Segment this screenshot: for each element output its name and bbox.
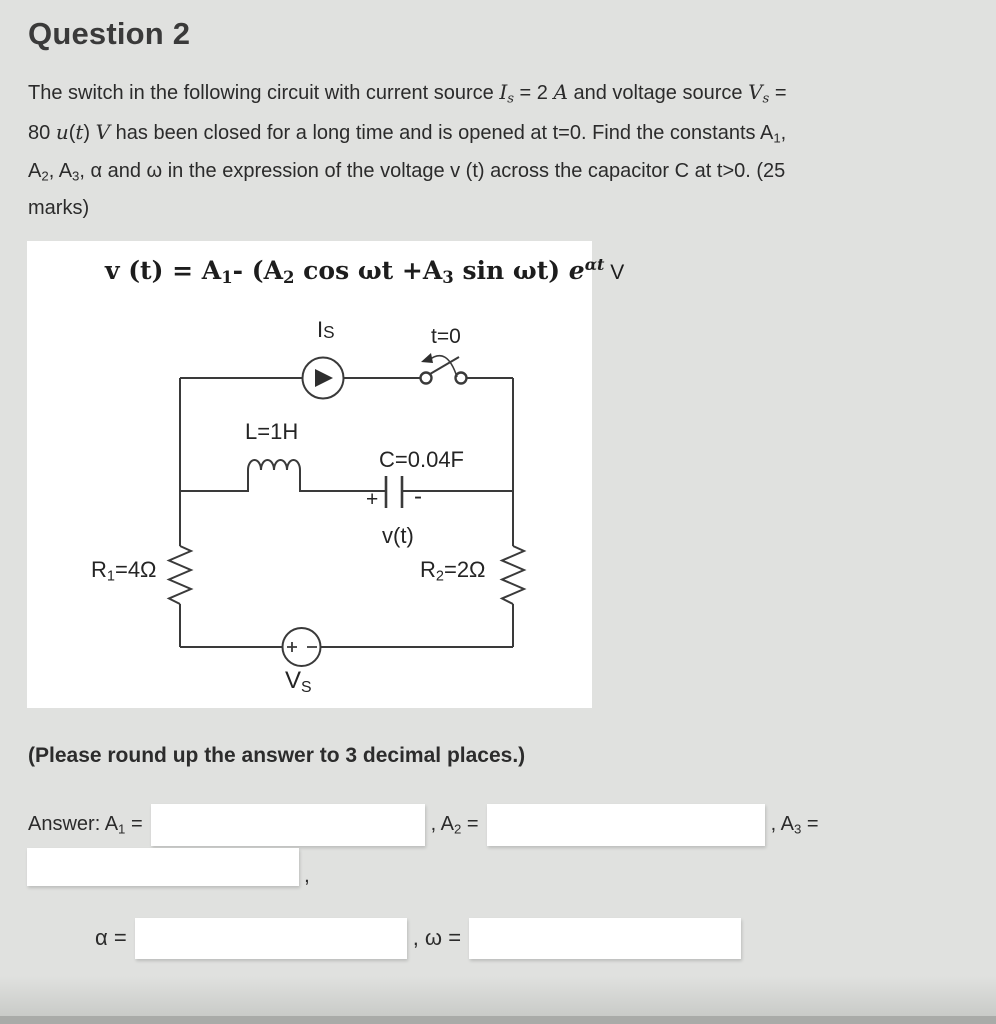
capacitor-label: C=0.04F bbox=[379, 447, 464, 472]
answer-row-a3-field bbox=[27, 846, 310, 886]
answer-input-a2[interactable] bbox=[487, 804, 765, 846]
omega-label: , ω = bbox=[412, 925, 462, 950]
answer-input-a3[interactable] bbox=[27, 848, 299, 886]
question-line: marks) bbox=[28, 197, 90, 220]
answer-row-a bbox=[28, 803, 827, 847]
resistor-r2-icon bbox=[502, 546, 524, 604]
question-line: 80 u(t) V has been closed for a long time and is opened at t=0. Find the constants A1, bbox=[28, 119, 787, 146]
resistor2-label: R2=2Ω bbox=[420, 557, 486, 585]
inductor-icon bbox=[248, 460, 300, 470]
capacitor-plus-label: + bbox=[366, 488, 379, 511]
voltage-expression-formula: v (t) = A1- (A2 cos ωt +A3 sin ωt) $e^{\alpha t}$ V bbox=[105, 255, 625, 287]
question-text bbox=[28, 76, 978, 226]
window-bottom-edge bbox=[0, 1016, 996, 1024]
answer-row-greek bbox=[95, 917, 741, 959]
circuit-svg bbox=[27, 241, 592, 708]
circuit-figure-panel bbox=[27, 241, 625, 708]
current-source-label: IS bbox=[317, 317, 335, 343]
switch-time-label: t=0 bbox=[431, 325, 461, 348]
alpha-label: α = bbox=[95, 925, 127, 950]
wire bbox=[180, 470, 513, 491]
question-line: The switch in the following circuit with current source Is = 2 A and voltage source Vs = bbox=[28, 80, 787, 107]
answer-a1-label: Answer: A1 = bbox=[28, 813, 143, 837]
inductor-label: L=1H bbox=[245, 419, 299, 444]
answer-a3-label: , A3 = bbox=[770, 813, 819, 837]
current-arrow-icon bbox=[315, 369, 333, 387]
rounding-note: (Please round up the answer to 3 decimal places.) bbox=[28, 744, 526, 767]
answer-input-a1[interactable] bbox=[151, 804, 425, 846]
answer-input-omega[interactable] bbox=[469, 918, 741, 959]
capacitor-icon bbox=[386, 476, 402, 508]
capacitor-voltage-label: v(t) bbox=[382, 523, 414, 548]
voltage-source-label: VS bbox=[285, 667, 312, 696]
page-title: Question 2 bbox=[28, 16, 191, 51]
resistor1-label: R1=4Ω bbox=[91, 557, 157, 585]
switch-arrow-icon bbox=[421, 353, 433, 363]
answer-input-alpha[interactable] bbox=[135, 918, 407, 959]
resistor-r1-icon bbox=[169, 546, 191, 604]
bottom-gradient bbox=[0, 976, 996, 1016]
capacitor-minus-label: - bbox=[414, 483, 422, 510]
question-line: A2, A3, α and ω in the expression of the voltage v (t) across the capacitor C at t>0. (25 bbox=[28, 159, 786, 183]
answer-a2-label: , A2 = bbox=[430, 813, 479, 837]
voltage-source-icon bbox=[283, 628, 321, 666]
comma-separator: , bbox=[304, 864, 310, 887]
